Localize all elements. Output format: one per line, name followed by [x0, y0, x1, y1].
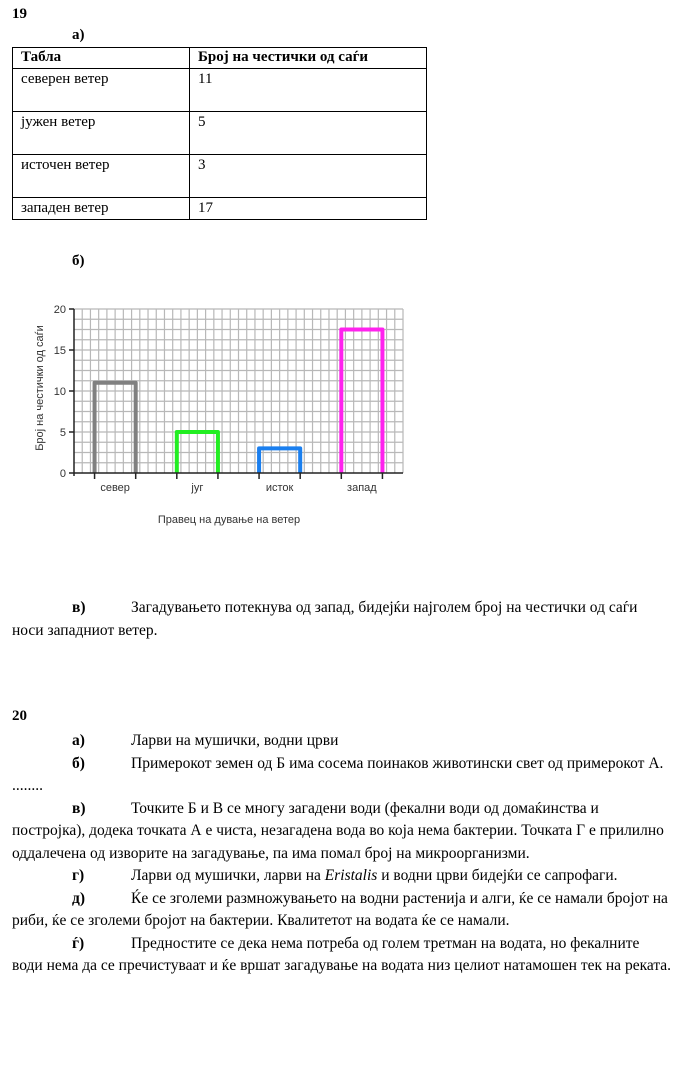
x-tick-label: исток: [265, 482, 294, 494]
x-tick-label: југ: [191, 482, 204, 494]
table-cell: 17: [190, 198, 427, 220]
bar-chart: [30, 300, 420, 535]
table-cell: источен ветер: [13, 155, 190, 198]
item-label: д): [72, 889, 86, 907]
y-tick-labels: [54, 304, 66, 480]
table-row: [13, 198, 427, 220]
item-text: Предностите се дека нема потреба од голем третман на водата, но фекалните води нема да се пречистуваат и ќе вршат загадување на водата низ целиот натамошен тек на реката.: [12, 934, 672, 974]
q20-answers: [12, 730, 672, 978]
item-text-before: Ларви од мушички, ларви на: [131, 867, 325, 884]
x-tick-label: запад: [347, 482, 377, 494]
question-19-number: 19: [12, 6, 27, 22]
q20-item-v: [12, 798, 672, 866]
soot-table: [12, 47, 427, 220]
x-tick-labels: [100, 482, 377, 494]
x-tick-label: север: [100, 482, 130, 494]
item-label: ѓ): [72, 934, 85, 952]
table-cell: 5: [190, 112, 427, 155]
table-header: Табла: [13, 48, 190, 69]
y-tick-label: 10: [53, 386, 66, 398]
item-label: а): [72, 732, 85, 749]
q19-part-v: [12, 597, 672, 642]
item-text: Точките Б и В се многу загадени води (фекални води од домаќинства и постројка), додека точката А е чиста, незагадена вода во која нема бактерии. Точката Г е прилилно оддалечена од изворите на загадување, па има помал број на микроорганизми.: [12, 799, 664, 862]
table-cell: јужен ветер: [13, 112, 190, 155]
item-label: г): [72, 867, 85, 884]
q20-item-d: [12, 888, 672, 933]
y-tick-label: 20: [53, 304, 66, 316]
item-label: в): [72, 799, 86, 817]
item-text: Ќе се зголеми размножувањето на водни растенија и алги, ќе се намали бројот на риби, ќе се зголеми бројот на бактерии. Квалитетот на водата ќе се намали.: [12, 889, 668, 929]
chart-svg: [30, 300, 420, 535]
q20-item-g: [12, 865, 672, 888]
part-b-label: б): [72, 253, 85, 269]
table-cell: 11: [190, 69, 427, 112]
question-20-number: 20: [12, 708, 27, 724]
q20-item-gj: [12, 933, 672, 978]
q20-item-a: [12, 730, 672, 753]
item-text-after: и водни црви бидејќи се сапрофаги.: [377, 867, 618, 884]
table-row: [13, 112, 427, 155]
table-cell: западен ветер: [13, 198, 190, 220]
item-text: Примерокот земен од Б има сосема поинаков животински свет од примерокот А. ........: [12, 754, 664, 794]
item-text-italic: Eristalis: [324, 867, 378, 884]
table-cell: 3: [190, 155, 427, 198]
table-row: [13, 155, 427, 198]
x-axis-label: Правец на дување на ветер: [157, 514, 301, 526]
table-cell: северен ветер: [13, 69, 190, 112]
item-label: б): [72, 754, 85, 772]
item-text: Ларви на мушички, водни црви: [131, 732, 339, 749]
y-axis-label: Број на честички од саѓи: [34, 325, 46, 451]
y-tick-label: 5: [59, 427, 66, 439]
part-a-label: а): [72, 27, 85, 43]
part-v-text: Загадувањето потекнува од запад, бидејќи најголем број на честички од саѓи носи западниот ветер.: [12, 599, 638, 639]
y-tick-label: 0: [59, 468, 66, 480]
chart-axes: [69, 309, 403, 479]
y-tick-label: 15: [53, 345, 66, 357]
chart-grid: [74, 309, 403, 473]
table-row: [13, 69, 427, 112]
q20-item-b: [12, 753, 672, 798]
table-header: Број на честички од саѓи: [190, 48, 427, 69]
table-header-row: [13, 48, 427, 69]
part-v-label: в): [72, 599, 86, 616]
